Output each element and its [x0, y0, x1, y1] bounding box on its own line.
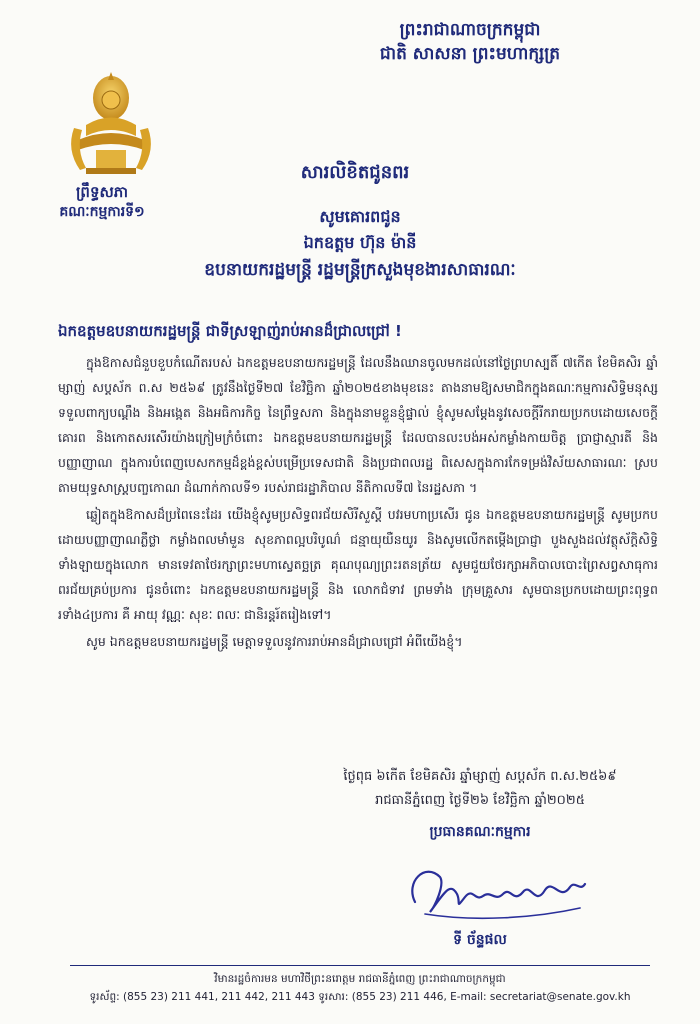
signer-name: ទី ច័ន្ទផល [453, 932, 507, 948]
senate-emblem-icon [56, 70, 166, 180]
kingdom-name: ព្រះរាជាណាចក្រកម្ពុជា [399, 20, 541, 40]
organization-unit: គណៈកម្មការទី១ [59, 204, 145, 220]
letter-title: សារលិខិតជូនពរ [300, 162, 410, 183]
paragraph: សូម ឯកឧត្តមឧបនាយករដ្ឋមន្ត្រី មេត្តាទទួលនូវការរាប់អានដ៏ជ្រាលជ្រៅ អំពីយើងខ្ញុំ។ [86, 634, 463, 649]
footer-address: វិមានរដ្ឋចំការមន មហាវិថីព្រះនរោត្តម រាជធានីភ្នំពេញ ព្រះរាជាណាចក្រកម្ពុជា [214, 973, 506, 985]
salutation: ឯកឧត្តមឧបនាយករដ្ឋមន្ត្រី ជាទីស្រឡាញ់រាប់អានដ៏ជ្រាលជ្រៅ ! [58, 322, 402, 340]
national-motto: ជាតិ សាសនា ព្រះមហាក្សត្រ [379, 44, 561, 64]
letter-body [58, 350, 658, 656]
paragraph: ក្នុងឱកាសជំនួបខួបកំណើតរបស់ ឯកឧត្តមឧបនាយករដ្ឋមន្ត្រី ដែលនឹងឈានចូលមកដល់នៅថ្ងៃព្រហស្បតិ៍ ៧កើត ខែមិគសិរ ឆ្នាំម្សាញ់ សប្តស័ក ព.ស ២៥៦៩ ត្រូវនឹងថ្ងៃទី២៧ ខែវិច្ឆិកា ឆ្នាំ២០២៥ខាងមុខនេះ តាងនាមឱ្យសមាជិកក្នុងគណៈកម្មការសិទ្ធិមនុស្ស ទទួលពាក្យបណ្តឹង និងអង្កេត និងអធិការកិច្ច នៃព្រឹទ្ធសភា និងក្នុងនាមខ្លួនខ្ញុំផ្ទាល់ ខ្ញុំសូមសម្តែងនូវសេចក្តីរីករាយប្រកបដោយសេចក្តីគោរព និងកោតសរសើរយ៉ាងក្រៀមក្រំចំពោះ ឯកឧត្តមឧបនាយករដ្ឋមន្ត្រី ដែលបានលះបង់អស់កម្លាំងកាយចិត្ត ប្រាជ្ញាស្មារតី និងបញ្ញាញាណ ក្នុងការបំពេញបេសកកម្មដ៏ខ្ពង់ខ្ពស់បម្រើប្រទេសជាតិ និងប្រជាពលរដ្ឋ ពិសេសក្នុងការកែទម្រង់វិស័យសាធារណៈ ស្របតាមយុទ្ធសាស្ត្របញ្ចកោណ ដំណាក់កាលទី១ របស់រាជរដ្ឋាភិបាល នីតិកាលទី៧ នៃរដ្ឋសភា ។ [58, 355, 658, 495]
date-lunar: ថ្ងៃពុធ ៦កើត ខែមិគសិរ ឆ្នាំម្សាញ់ សប្តស័ក ព.ស.២៥៦៩ [343, 769, 617, 784]
signature-icon [395, 852, 595, 932]
footer-divider [70, 965, 650, 966]
kingdom-header [300, 18, 640, 66]
recipient-name: ឯកឧត្តម ហ៊ុន ម៉ានី [303, 233, 417, 252]
address-line: សូមគោរពជូន [319, 207, 401, 226]
paragraph: ឆ្លៀតក្នុងឱកាសដ៏ប្រពៃនេះដែរ យើងខ្ញុំសូមប្រសិទ្ធពរជ័យសិរីសួស្តី បវរមហាប្រសើរ ជូន ឯកឧត្តមឧបនាយករដ្ឋមន្ត្រី សូមប្រកបដោយបញ្ញាញាណភ្លឺថ្លា កម្លាំងពលមាំមួន សុខភាពល្អបរិបូណ៌ ជន្មាយុយឺនយូរ និងសូមលើកតម្កើងប្រាជ្ញា បួងសួងដល់វត្ថុស័ក្តិសិទ្ធិទាំងឡាយក្នុងលោក មានទេវតាថែរក្សាព្រះមហាស្វេតច្ឆត្រ គុណបុណ្យព្រះរតនត្រ័យ សូមជួយថែរក្សាអភិបាលបោះព្រៃសព្វសាធុការ ពរជ័យគ្រប់ប្រការ ជូនចំពោះ ឯកឧត្តមឧបនាយករដ្ឋមន្ត្រី និង លោកជំទាវ ព្រមទាំង ក្រុមគ្រួសារ សូមបានប្រកបដោយព្រះពុទ្ធពរទាំង៤ប្រការ គឺ អាយុ វណ្ណៈ សុខៈ ពលៈ ជានិរន្តរ៍តរៀងទៅ។ [58, 507, 658, 622]
organization-name: ព្រឹទ្ធសភា [75, 183, 129, 201]
date-solar: រាជធានីភ្នំពេញ ថ្ងៃទី២៦ ខែវិច្ឆិកា ឆ្នាំ២០២៥ [375, 793, 585, 808]
recipient-block [130, 204, 590, 284]
signer-title: ប្រធានគណៈកម្មការ [429, 824, 531, 840]
date-block [300, 765, 660, 813]
footer [40, 970, 680, 1006]
recipient-title: ឧបនាយករដ្ឋមន្ត្រី រដ្ឋមន្ត្រីក្រសួងមុខងារសាធារណៈ [204, 260, 516, 280]
footer-contact: ទូរស័ព្ទ: (855 23) 211 441, 211 442, 211 443 ទូរសារ: (855 23) 211 446, E-mail: secretariat@senate.gov.kh [89, 991, 631, 1003]
